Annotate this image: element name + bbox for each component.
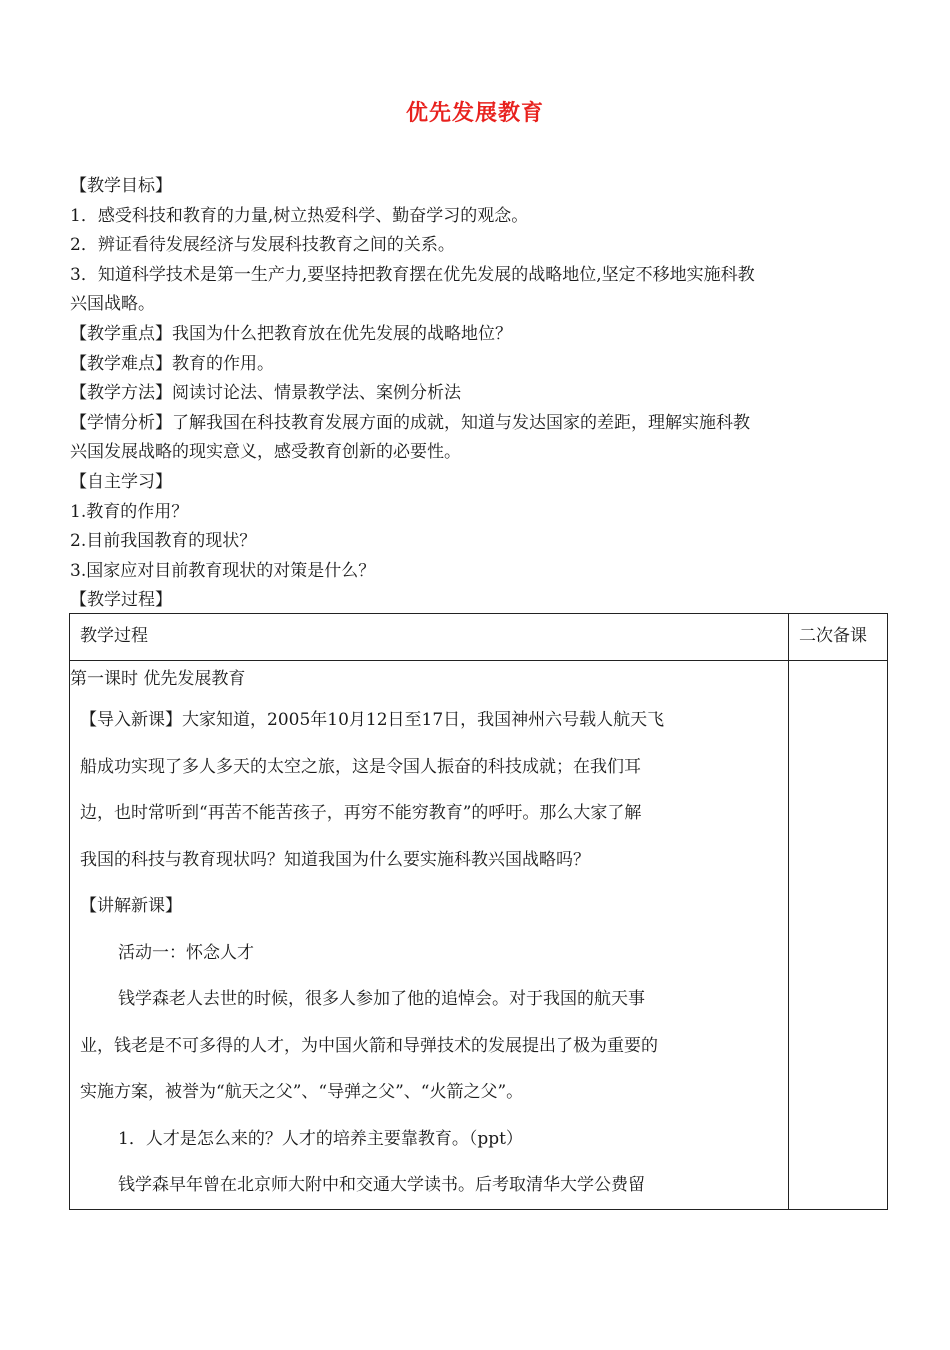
second-preparation-cell (789, 661, 888, 1210)
lesson-line: 实施方案，被誉为“航天之父”、“导弹之父”、“火箭之父”。 (80, 1082, 524, 1102)
goal-item: 3．知道科学技术是第一生产力,要坚持把教育摆在优先发展的战略地位,坚定不移地实施科教 (70, 264, 755, 285)
lesson-title: 第一课时 优先发展教育 (70, 669, 246, 689)
self-study-question: 3.国家应对目前教育现状的对策是什么？ (70, 560, 376, 581)
student-analysis: 【学情分析】了解我国在科技教育发展方面的成就，知道与发达国家的差距，理解实施科教 (70, 412, 750, 433)
lesson-line: 船成功实现了多人多天的太空之旅，这是令国人振奋的科技成就；在我们耳 (80, 756, 641, 777)
lesson-line: 【导入新课】大家知道，2005年10月12日至17日，我国神州六号载人航天飞 (80, 710, 665, 730)
activity-heading: 活动一：怀念人才 (118, 942, 254, 963)
lesson-line: 钱学森早年曾在北京师大附中和交通大学读书。后考取清华大学公费留 (118, 1175, 645, 1195)
lesson-table (69, 613, 888, 1210)
goal-item: 2．辨证看待发展经济与发展科技教育之间的关系。 (70, 235, 455, 256)
header-side-label: 二次备课 (799, 626, 867, 646)
self-study-question: 2.目前我国教育的现状？ (70, 531, 257, 552)
teaching-methods: 【教学方法】阅读讨论法、情景教学法、案例分析法 (70, 383, 461, 404)
lesson-line: 钱学森老人去世的时候，很多人参加了他的追悼会。对于我国的航天事 (118, 989, 645, 1009)
header-side-cell (789, 614, 888, 661)
self-study-question: 1.教育的作用？ (70, 501, 189, 522)
teaching-process-heading: 【教学过程】 (70, 590, 172, 611)
lesson-line: 业，钱老是不可多得的人才，为中国火箭和导弹技术的发展提出了极为重要的 (80, 1035, 658, 1056)
lesson-section-heading: 【讲解新课】 (80, 896, 182, 916)
teaching-goals-heading: 【教学目标】 (70, 176, 172, 196)
document-title: 优先发展教育 (405, 100, 544, 126)
goal-item-continued: 兴国战略。 (70, 294, 155, 315)
lesson-line: 边，也时常听到“再苦不能苦孩子，再穷不能穷教育”的呼吁。那么大家了解 (80, 803, 642, 823)
table-body-row (70, 661, 888, 1210)
header-main-label: 教学过程 (80, 626, 148, 646)
teaching-focus: 【教学重点】我国为什么把教育放在优先发展的战略地位？ (70, 323, 512, 344)
self-study-heading: 【自主学习】 (70, 471, 172, 492)
student-analysis-continued: 兴国发展战略的现实意义，感受教育创新的必要性。 (70, 442, 461, 463)
header-main-cell (70, 614, 789, 661)
table-header-row (70, 614, 888, 661)
teaching-difficulty: 【教学难点】教育的作用。 (70, 353, 274, 374)
lesson-line: 我国的科技与教育现状吗？知道我国为什么要实施科教兴国战略吗？ (80, 849, 590, 870)
lesson-line: 1．人才是怎么来的？人才的培养主要靠教育。（ppt） (118, 1128, 523, 1149)
goal-item: 1．感受科技和教育的力量,树立热爱科学、勤奋学习的观念。 (70, 205, 529, 226)
intro-section (70, 172, 890, 616)
lesson-content-cell (70, 661, 789, 1210)
